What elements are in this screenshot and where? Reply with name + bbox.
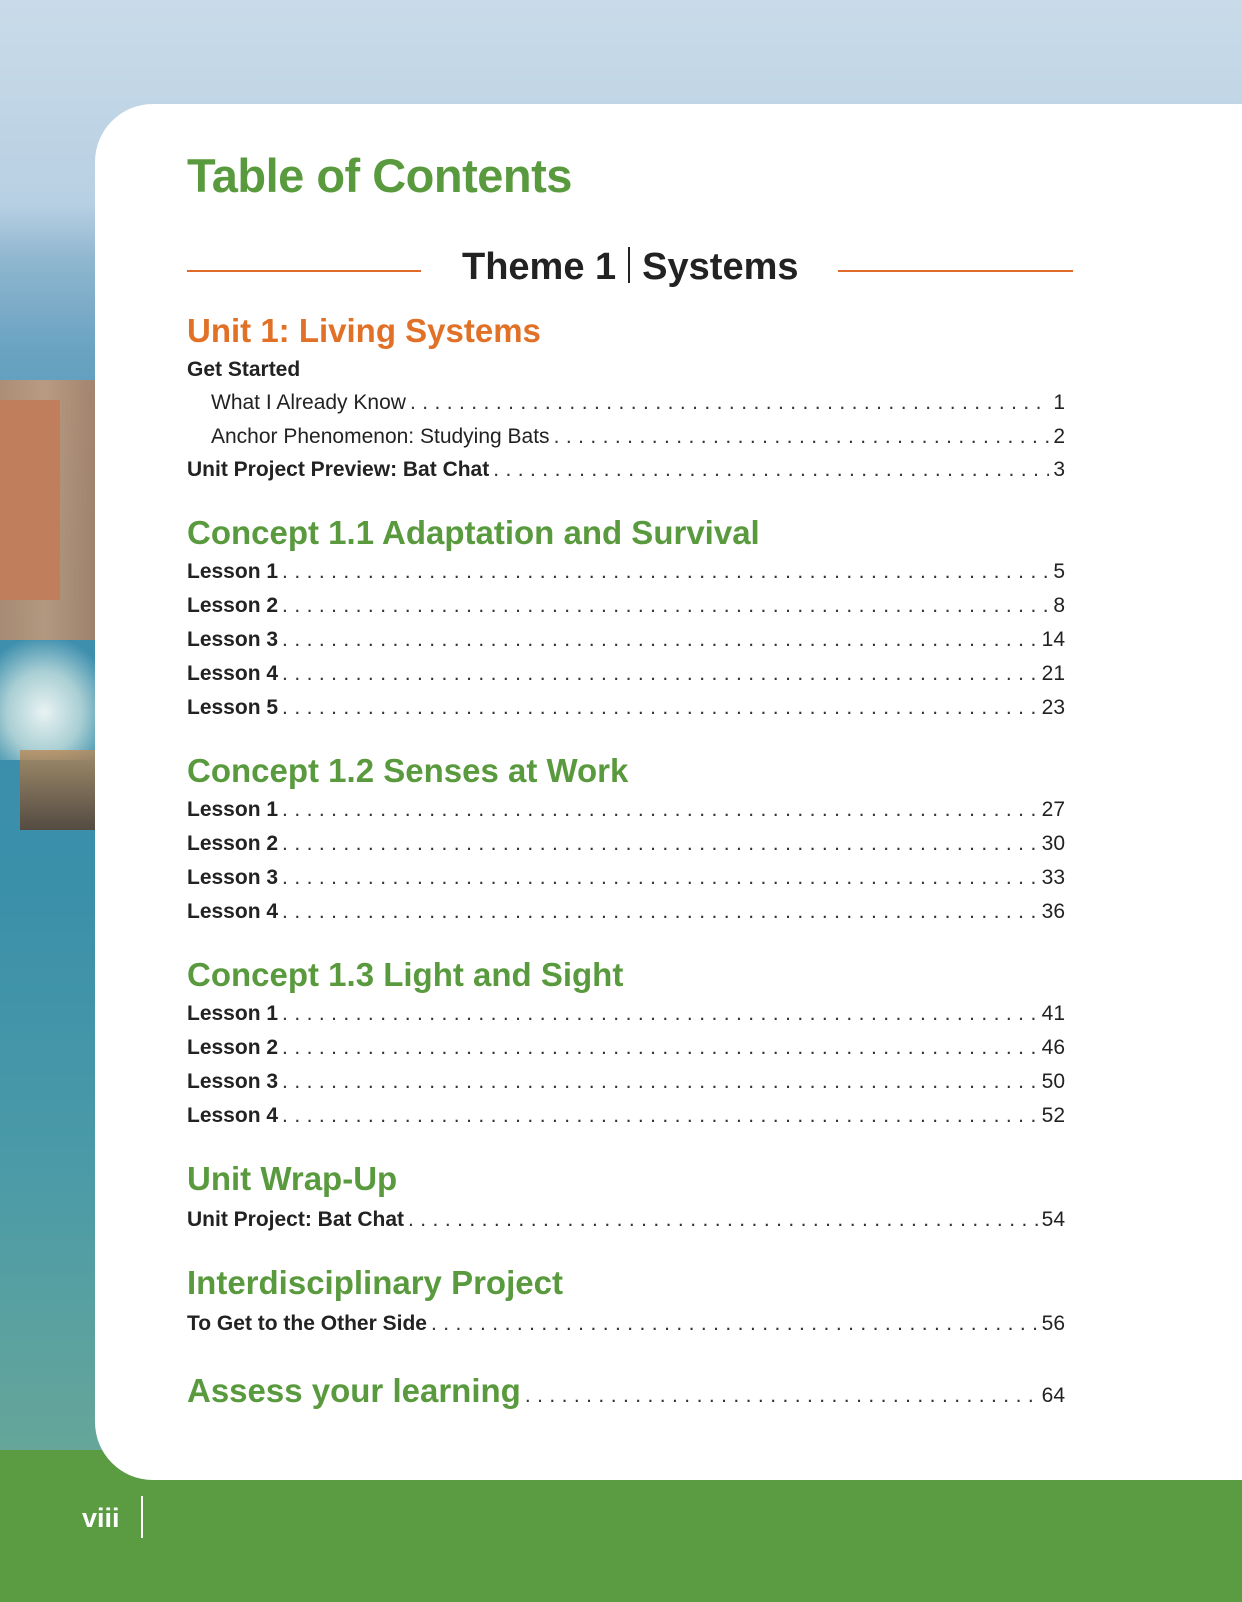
toc-entry[interactable] xyxy=(187,594,1065,622)
toc-entry[interactable] xyxy=(187,1070,1065,1098)
theme-label: Theme 1 xyxy=(462,246,617,288)
toc-entry-label: Unit Project Preview: Bat Chat xyxy=(187,458,490,481)
toc-entry-label: Lesson 2 xyxy=(187,1036,279,1059)
dot-leader xyxy=(282,1070,1038,1094)
toc-entry-label: Lesson 3 xyxy=(187,866,279,889)
unit-heading: Unit 1: Living Systems xyxy=(187,312,541,349)
dot-leader xyxy=(408,1208,1038,1232)
toc-entry-label: Lesson 3 xyxy=(187,1070,279,1093)
toc-entry[interactable] xyxy=(211,391,1065,419)
toc-entry-label: To Get to the Other Side xyxy=(187,1312,427,1335)
dot-leader xyxy=(282,1036,1038,1060)
dot-leader xyxy=(282,594,1049,618)
toc-entry-label: Lesson 4 xyxy=(187,1104,279,1127)
toc-entry-page: 50 xyxy=(1041,1070,1065,1093)
toc-entry-page: 8 xyxy=(1053,594,1065,617)
toc-entry-page: 3 xyxy=(1053,458,1065,481)
toc-entry-page: 5 xyxy=(1053,560,1065,583)
theme-heading xyxy=(462,246,799,289)
toc-entry-label: Lesson 1 xyxy=(187,560,279,583)
toc-entry-assess[interactable] xyxy=(187,1372,1065,1412)
dot-leader xyxy=(525,1384,1038,1408)
toc-entry-label: Lesson 2 xyxy=(187,594,279,617)
dot-leader xyxy=(282,662,1038,686)
toc-entry[interactable] xyxy=(187,1312,1065,1340)
toc-entry-label: Lesson 3 xyxy=(187,628,279,651)
page-title: Table of Contents xyxy=(187,149,572,202)
page-number: viii xyxy=(82,1503,120,1533)
toc-entry-label: Lesson 4 xyxy=(187,662,279,685)
toc-entry[interactable] xyxy=(187,1002,1065,1030)
concept-heading: Concept 1.3 Light and Sight xyxy=(187,956,624,993)
toc-entry-page: 36 xyxy=(1041,900,1065,923)
toc-entry[interactable] xyxy=(187,1208,1065,1236)
wrap-up-heading: Unit Wrap-Up xyxy=(187,1160,398,1197)
toc-entry-page: 2 xyxy=(1053,425,1065,448)
background-wave xyxy=(0,640,110,760)
background-pier xyxy=(20,750,100,830)
toc-entry-page: 1 xyxy=(1053,391,1065,414)
toc-entry[interactable] xyxy=(187,900,1065,928)
toc-entry-page: 52 xyxy=(1041,1104,1065,1127)
toc-entry[interactable] xyxy=(187,798,1065,826)
dot-leader xyxy=(282,1104,1038,1128)
toc-entry-page: 14 xyxy=(1041,628,1065,651)
toc-entry-page: 54 xyxy=(1041,1208,1065,1231)
toc-entry-label: Lesson 1 xyxy=(187,1002,279,1025)
toc-entry-page: 46 xyxy=(1041,1036,1065,1059)
toc-entry[interactable] xyxy=(211,425,1065,453)
background-building xyxy=(0,400,60,600)
concept-heading: Concept 1.1 Adaptation and Survival xyxy=(187,514,760,551)
dot-leader xyxy=(493,458,1049,482)
dot-leader xyxy=(282,628,1038,652)
dot-leader xyxy=(282,696,1038,720)
toc-entry-label: Lesson 4 xyxy=(187,900,279,923)
toc-entry-page: 33 xyxy=(1041,866,1065,889)
dot-leader xyxy=(282,832,1038,856)
toc-entry[interactable] xyxy=(187,1104,1065,1132)
toc-entry[interactable] xyxy=(187,1036,1065,1064)
toc-entry[interactable] xyxy=(187,560,1065,588)
toc-entry-label: What I Already Know xyxy=(211,391,406,414)
toc-entry-label: Lesson 1 xyxy=(187,798,279,821)
theme-divider xyxy=(628,247,630,283)
theme-rule-right xyxy=(838,270,1073,272)
dot-leader xyxy=(431,1312,1038,1336)
toc-entry-page: 23 xyxy=(1041,696,1065,719)
toc-entry-label: Lesson 2 xyxy=(187,832,279,855)
dot-leader xyxy=(282,1002,1038,1026)
toc-entry[interactable] xyxy=(187,832,1065,860)
toc-entry[interactable] xyxy=(187,696,1065,724)
toc-entry-page: 30 xyxy=(1041,832,1065,855)
page-number-divider xyxy=(141,1496,143,1538)
toc-entry-label: Unit Project: Bat Chat xyxy=(187,1208,405,1231)
toc-entry-page: 41 xyxy=(1041,1002,1065,1025)
dot-leader xyxy=(554,425,1050,449)
toc-entry-page: 56 xyxy=(1041,1312,1065,1335)
toc-entry[interactable] xyxy=(187,866,1065,894)
toc-entry-page: 27 xyxy=(1041,798,1065,821)
dot-leader xyxy=(282,866,1038,890)
toc-entry-label: Anchor Phenomenon: Studying Bats xyxy=(211,425,550,448)
toc-entry[interactable] xyxy=(187,628,1065,656)
get-started-label: Get Started xyxy=(187,358,301,381)
toc-entry-page: 64 xyxy=(1041,1384,1065,1407)
dot-leader xyxy=(282,560,1049,584)
toc-entry-page: 21 xyxy=(1041,662,1065,685)
toc-entry[interactable] xyxy=(187,662,1065,690)
theme-rule-left xyxy=(187,270,421,272)
toc-entry-label: Assess your learning xyxy=(187,1372,521,1409)
dot-leader xyxy=(410,391,1049,415)
concept-heading: Concept 1.2 Senses at Work xyxy=(187,752,629,789)
theme-name: Systems xyxy=(642,246,799,288)
toc-entry-label: Lesson 5 xyxy=(187,696,279,719)
dot-leader xyxy=(282,798,1038,822)
dot-leader xyxy=(282,900,1038,924)
interdisciplinary-heading: Interdisciplinary Project xyxy=(187,1264,563,1301)
toc-entry[interactable] xyxy=(187,458,1065,486)
